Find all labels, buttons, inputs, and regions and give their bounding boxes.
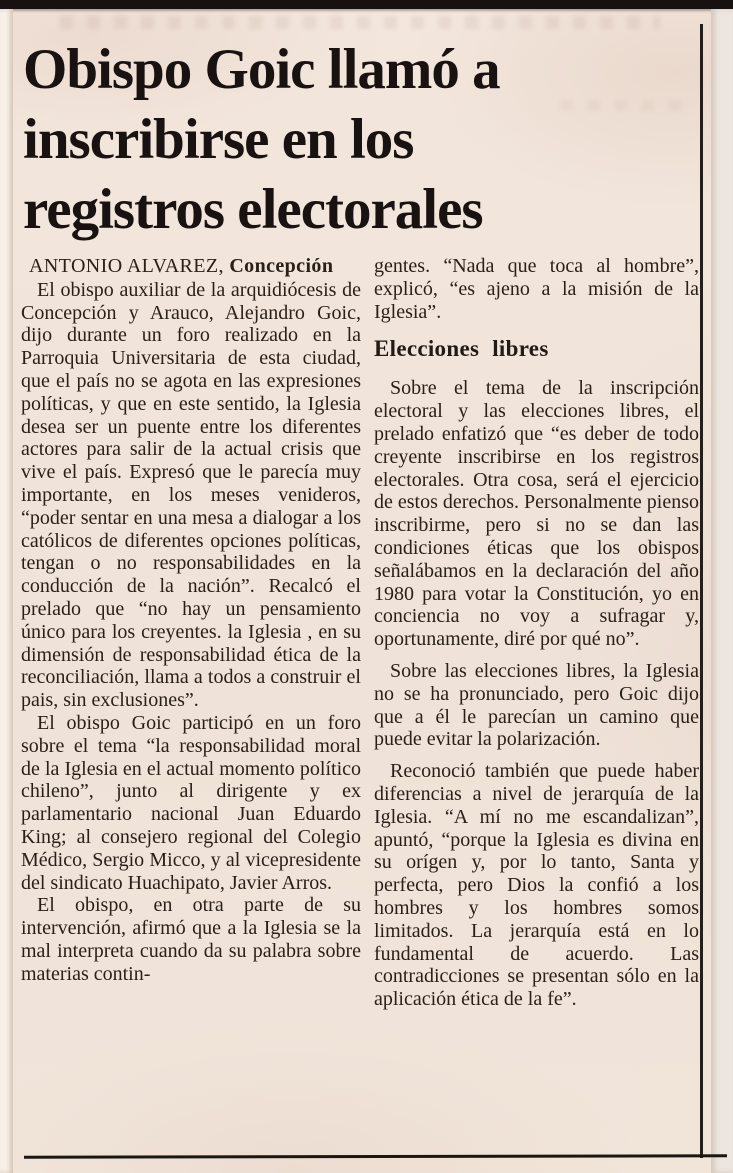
article-paragraph: Sobre el tema de la inscripción electoral y las elecciones libres, el prelado enfatizó que “es deber de todo creyente inscribirse en los registros electorales. Otra cosa, será el ejercicio de estos derechos. Personalmente pienso inscribirme, pero si no se dan las condiciones éticas que los obispos señalábamos en la declaración del año 1980 para votar la Constitución, yo en conciencia no voy a sufragar y, oportunamente, diré por qué no”. xyxy=(374,377,699,651)
headline-line: registros electorales xyxy=(23,178,483,241)
article-paragraph: El obispo, en otra parte de su intervención, afirmó que a la Iglesia se la mal interpreta cuando da su palabra sobre materias contin- xyxy=(21,894,361,985)
clipping-left-edge xyxy=(0,9,13,1173)
headline-line: inscribirse en los xyxy=(23,108,414,171)
article-paragraph: Reconoció también que puede haber diferencias a nivel de jerarquía de la Iglesia. “A mí no me escandalizan”, apuntó, “porque la Iglesia es divina en su orígen y, por lo tanto, Santa y perfecta, pero Dios la confió a los hombres y los hombres somos limitados. La jerarquía está en lo fundamental de acuerdo. Las contradicciones se presentan sólo en la aplicación ética de la fe”. xyxy=(374,760,699,1011)
byline-location: Concepción xyxy=(229,255,334,277)
article-paragraph: El obispo Goic participó en un foro sobre el tema “la responsabilidad moral de la Iglesia en el actual momento político chileno”, junto al dirigente y ex parlamentario nacional Juan Eduardo King; al consejero regional del Colegio Médico, Sergio Micco, y al vicepresidente del sindicato Huachipato, Javier Arros. xyxy=(21,711,361,894)
article xyxy=(13,9,711,1020)
byline xyxy=(21,255,361,278)
article-columns xyxy=(13,245,711,1020)
right-column xyxy=(374,255,699,1020)
headline-line: Obispo Goic llamó a xyxy=(23,38,500,101)
clipping-right-margin xyxy=(711,9,733,1173)
section-subhead: Elecciones libres xyxy=(374,336,549,362)
clipping-top-edge xyxy=(0,0,733,9)
article-paragraph-continuation: gentes. “Nada que toca al hombre”, explicó, “es ajeno a la misión de la Iglesia”. xyxy=(374,255,699,323)
article-paragraph: El obispo auxiliar de la arquidiócesis de Concepción y Arauco, Alejandro Goic, dijo durante un foro realizado en la Parroquia Universitaria de esta ciudad, que el país no se agota en las expresiones políticas, y que en este sentido, la Iglesia desea ser un puente entre los diferentes actores para salir de la actual crisis que vive el país. Expresó que le parecía muy importante, en los meses venideros, “poder sentar en una mesa a dialogar a los católicos de diferentes opciones políticas, tengan o no responsabilidades en la conducción de la nación”. Recalcó el prelado que “no hay un pensamiento único para los creyentes. la Iglesia , en su dimensión de responsabilidad ética de la reconciliación, llama a todos a construir el pais, sin exclusiones”. xyxy=(21,278,361,712)
left-column xyxy=(21,255,361,1020)
byline-author: ANTONIO ALVAREZ, xyxy=(29,255,224,277)
headline xyxy=(13,9,711,245)
clipping-bottom-rule xyxy=(24,1154,727,1158)
article-paragraph: Sobre las elecciones libres, la Iglesia no se ha pronunciado, pero Goic dijo que a él le parecían un camino que puede evitar la polarización. xyxy=(374,659,699,751)
